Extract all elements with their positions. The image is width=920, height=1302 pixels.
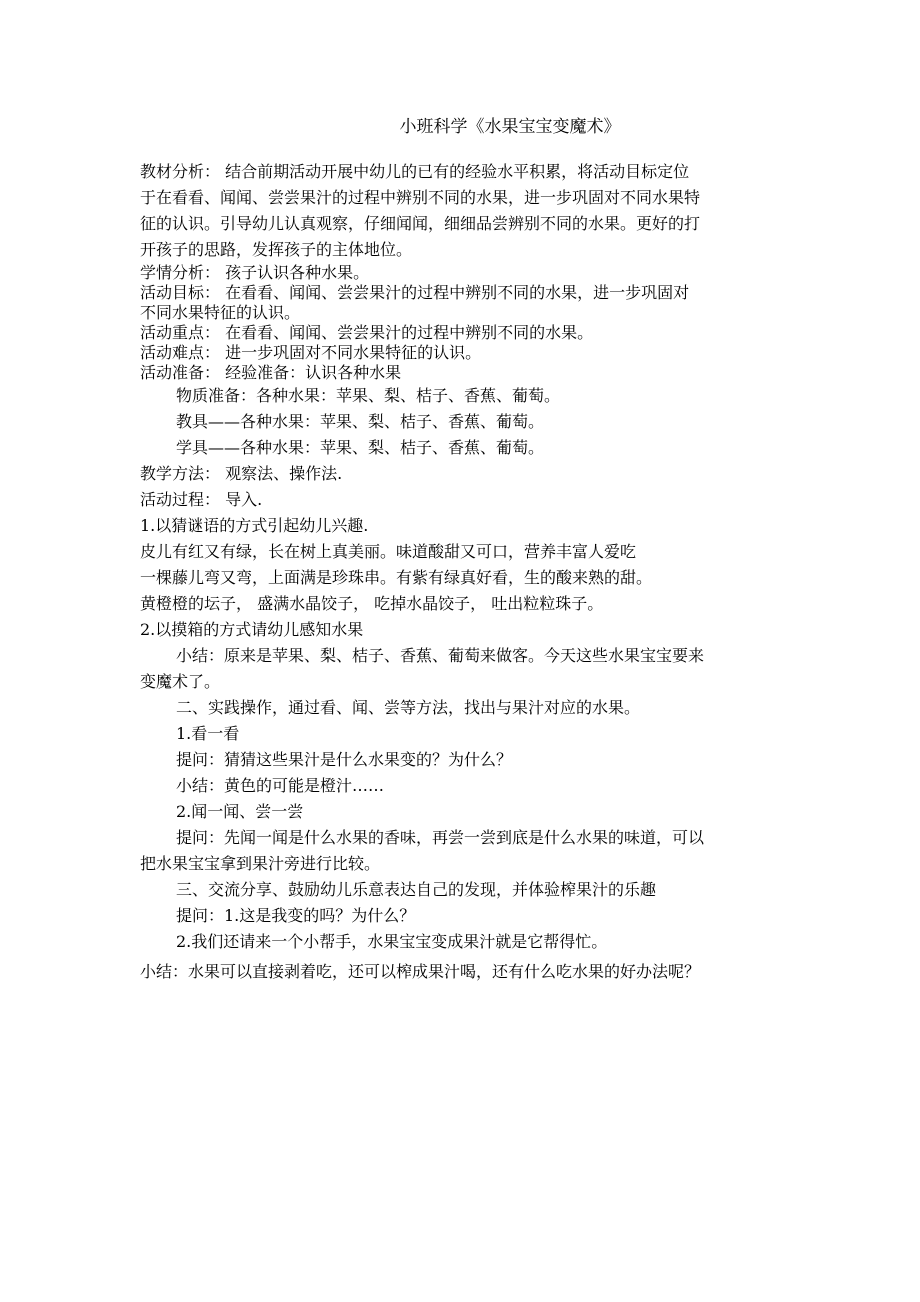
key-point: 活动重点： 在看看、闻闻、尝尝果汁的过程中辨别不同的水果。 — [140, 323, 594, 342]
prep-material: 物质准备：各种水果：苹果、梨、桔子、香蕉、葡萄。 — [176, 386, 561, 405]
goal-line-2: 不同水果特征的认识。 — [140, 303, 301, 322]
final-summary: 小结：水果可以直接剥着吃，还可以榨成果汁喝，还有什么吃水果的好办法呢？ — [140, 962, 701, 981]
goal-line-1: 活动目标： 在看看、闻闻、尝尝果汁的过程中辨别不同的水果，进一步巩固对 — [140, 283, 690, 302]
question-4: 2.我们还请来一个小帮手，水果宝宝变成果汁就是它帮得忙。 — [176, 932, 608, 951]
summary-2: 小结：黄色的可能是橙汁…… — [176, 776, 385, 795]
teaching-method: 教学方法： 观察法、操作法. — [140, 464, 343, 483]
prep-teacher-tools: 教具——各种水果：苹果、梨、桔子、香蕉、葡萄。 — [176, 412, 545, 431]
analysis-line-3: 征的认识。引导幼儿认真观察，仔细闻闻，细细品尝辨别不同的水果。更好的打 — [140, 214, 701, 233]
prep-student-tools: 学具——各种水果：苹果、梨、桔子、香蕉、葡萄。 — [176, 438, 545, 457]
riddle-1: 皮儿有红又有绿，长在树上真美丽。味道酸甜又可口，营养丰富人爱吃 — [140, 542, 637, 561]
look-step: 1.看一看 — [176, 724, 240, 743]
question-2-line-2: 把水果宝宝拿到果汁旁进行比较。 — [140, 854, 381, 873]
activity-process: 活动过程： 导入. — [140, 490, 263, 509]
step-2: 2.以摸箱的方式请幼儿感知水果 — [140, 620, 364, 639]
summary-1-line-1: 小结：原来是苹果、梨、桔子、香蕉、葡萄来做客。今天这些水果宝宝要来 — [176, 646, 705, 665]
page-title: 小班科学《水果宝宝变魔术》 — [399, 117, 621, 137]
smell-step: 2.闻一闻、尝一尝 — [176, 802, 304, 821]
prep-line-1: 活动准备： 经验准备：认识各种水果 — [140, 363, 402, 382]
difficulty: 活动难点： 进一步巩固对不同水果特征的认识。 — [140, 343, 482, 362]
step-1: 1.以猜谜语的方式引起幼儿兴趣. — [140, 516, 369, 535]
question-1: 提问：猜猜这些果汁是什么水果变的？为什么？ — [176, 750, 513, 769]
riddle-2: 一棵藤儿弯又弯，上面满是珍珠串。有紫有绿真好看，生的酸来熟的甜。 — [140, 568, 653, 587]
question-2-line-1: 提问：先闻一闻是什么水果的香味，再尝一尝到底是什么水果的味道，可以 — [176, 828, 705, 847]
analysis-line-1: 教材分析： 结合前期活动开展中幼儿的已有的经验水平积累，将活动目标定位 — [140, 162, 690, 181]
learner-analysis: 学情分析： 孩子认识各种水果。 — [140, 263, 370, 282]
part-3-heading: 三、交流分享、鼓励幼儿乐意表达自己的发现，并体验榨果汁的乐趣 — [176, 880, 657, 899]
summary-1-line-2: 变魔术了。 — [140, 672, 221, 691]
question-3: 提问：1.这是我变的吗？为什么？ — [176, 906, 416, 925]
analysis-line-4: 开孩子的思路，发挥孩子的主体地位。 — [140, 240, 413, 259]
analysis-line-2: 于在看看、闻闻、尝尝果汁的过程中辨别不同的水果，进一步巩固对不同水果特 — [140, 188, 701, 207]
document-body — [140, 159, 788, 985]
part-2-heading: 二、实践操作，通过看、闻、尝等方法，找出与果汁对应的水果。 — [176, 698, 641, 717]
riddle-3: 黄橙橙的坛子， 盛满水晶饺子， 吃掉水晶饺子， 吐出粒粒珠子。 — [140, 594, 604, 613]
